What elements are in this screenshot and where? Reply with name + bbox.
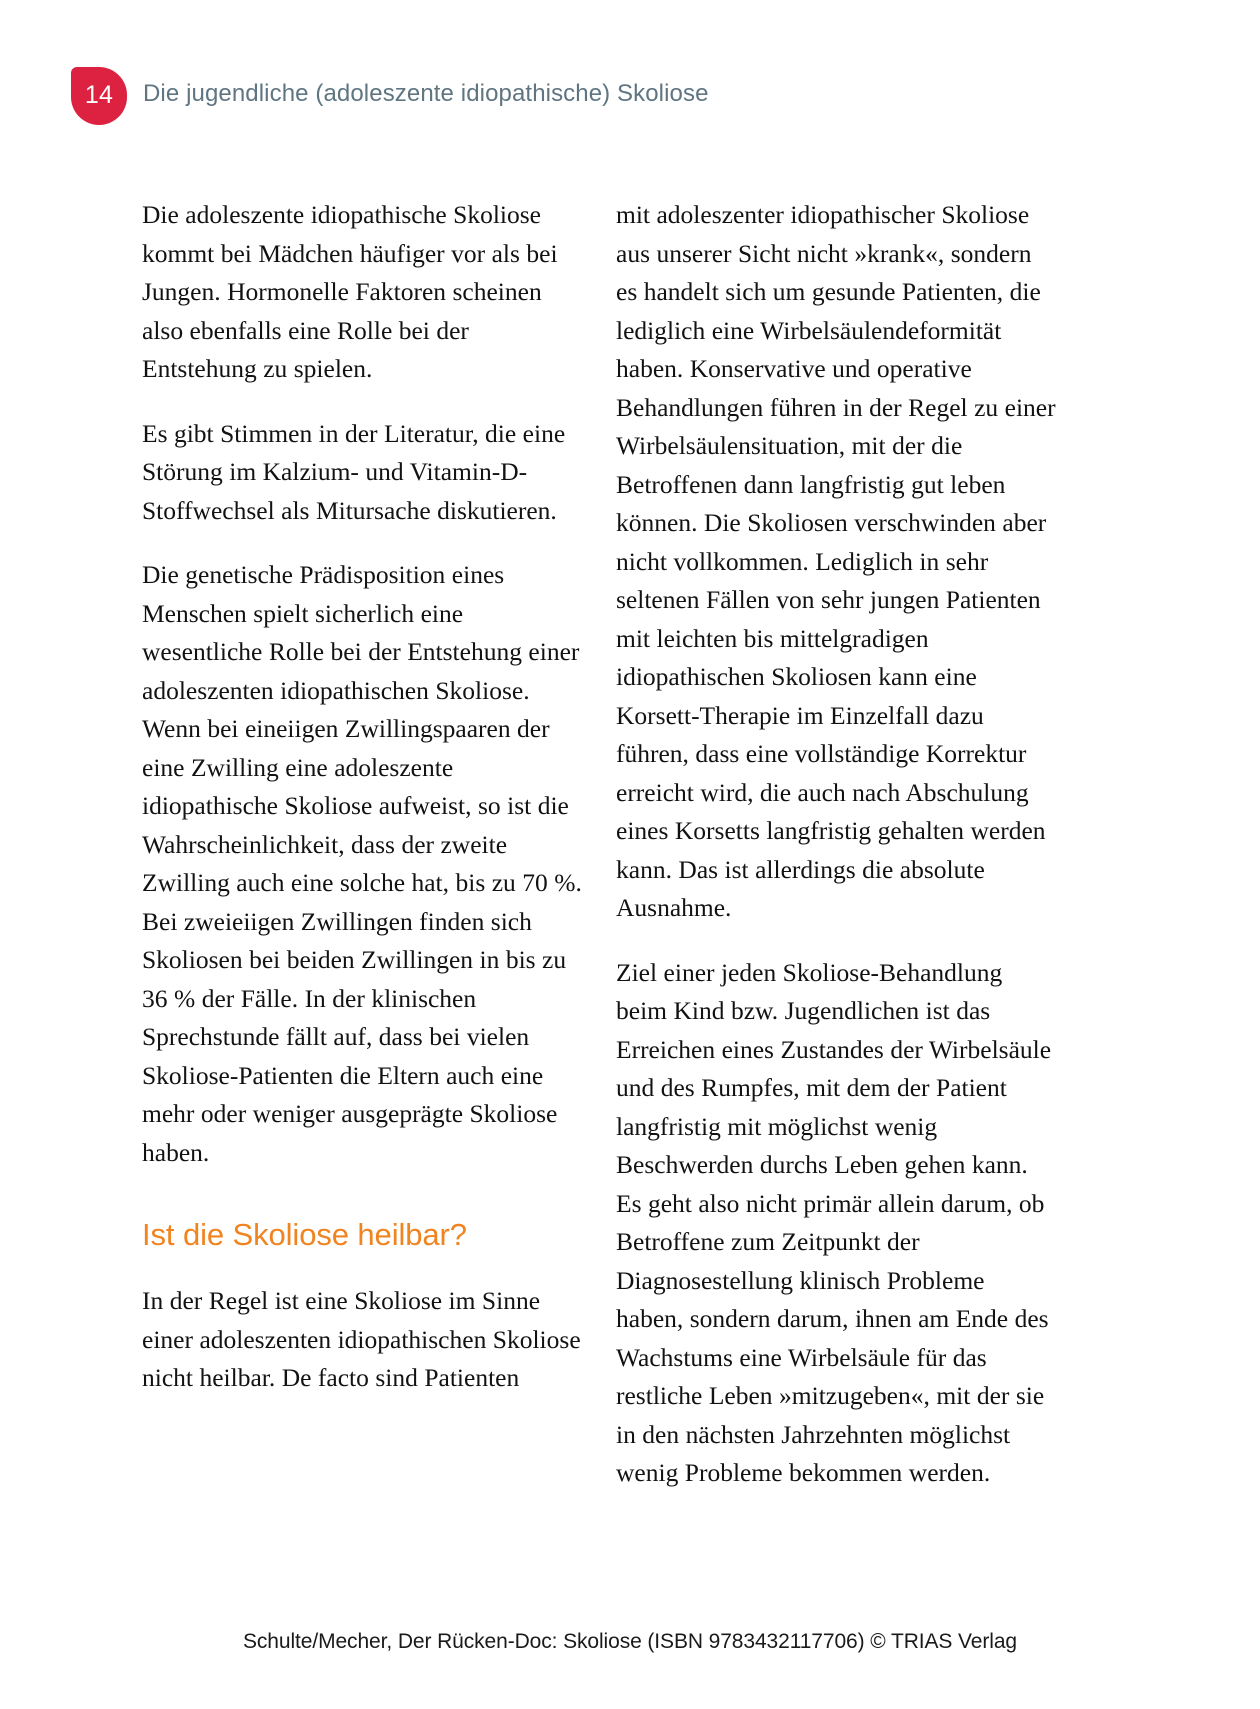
paragraph: In der Regel ist eine Skoliose im Sinne einer adoleszenten idiopathischen Skoliose nicht heilbar. De facto sind Patienten [142,1286,581,1392]
page-footer [0,1630,1260,1654]
running-head [0,0,1260,160]
section-heading: Ist die Skoliose heilbar? [142,1217,467,1252]
column-right [616,196,1056,1493]
paragraph: Ziel einer jeden Skoliose-Behandlung beim Kind bzw. Jugendlichen ist das Erreichen eines Zustandes der Wirbelsäule und des Rumpfes, mit dem der Patient langfristig mit möglichst wenig Beschwerden durchs Leben gehen kann. Es geht also nicht primär allein darum, ob Betroffene zum Zeitpunkt der Diagnosestellung klinisch Probleme haben, sondern darum, ihnen am Ende des Wachstums eine Wirbelsäule für das restliche Leben »mitzugeben«, mit der sie in den nächsten Jahrzehnten möglichst wenig Probleme bekommen werden. [616,957,1052,1487]
footer-copyright-text: Schulte/Mecher, Der Rücken-Doc: Skoliose (ISBN 9783432117706) © TRIAS Verlag [243,1630,1017,1653]
page-number-badge [71,67,127,125]
paragraph: Die genetische Prädisposition eines Menschen spielt sicherlich eine wesentliche Rolle bei der Entstehung einer adoleszenten idiopathischen Skoliose. Wenn bei eineiigen Zwillingspaaren der eine Zwilling eine adoleszente idiopathische Skoliose aufweist, so ist die Wahrscheinlichkeit, dass der zweite Zwilling auch eine solche hat, bis zu 70 %. Bei zweieiigen Zwillingen finden sich Skoliosen bei beiden Zwillingen in bis zu 36 % der Fälle. In der klinischen Sprechstunde fällt auf, dass bei vielen Skoliose-Patienten die Eltern auch eine mehr oder weniger ausgeprägte Skoliose haben. [142,560,582,1167]
running-head-title: Die jugendliche (adoleszente idiopathische) Skoliose [143,80,709,107]
paragraph: Die adoleszente idiopathische Skoliose kommt bei Mädchen häufiger vor als bei Jungen. Hormonelle Faktoren scheinen also ebenfalls eine Rolle bei der Entstehung zu spielen. [142,200,558,383]
paragraph: Es gibt Stimmen in der Literatur, die eine Störung im Kalzium- und Vitamin-D-Stoffwechsel als Mitursache diskutieren. [142,418,566,525]
page-number: 14 [84,81,114,109]
column-left [142,196,582,1398]
paragraph: mit adoleszenter idiopathischer Skoliose aus unserer Sicht nicht »krank«, sondern es handelt sich um gesunde Patienten, die lediglich eine Wirbelsäulendeformität haben. Konservative und operative Behandlungen führen in der Regel zu einer Wirbelsäulensituation, mit der die Betroffenen dann langfristig gut leben können. Die Skoliosen verschwinden aber nicht vollkommen. Lediglich in sehr seltenen Fällen von sehr jungen Patienten mit leichten bis mittelgradigen idiopathischen Skoliosen kann eine Korsett-Therapie im Einzelfall dazu führen, dass eine vollständige Korrektur erreicht wird, die auch nach Abschulung eines Korsetts langfristig gehalten werden kann. Das ist allerdings die absolute Ausnahme. [616,200,1056,922]
